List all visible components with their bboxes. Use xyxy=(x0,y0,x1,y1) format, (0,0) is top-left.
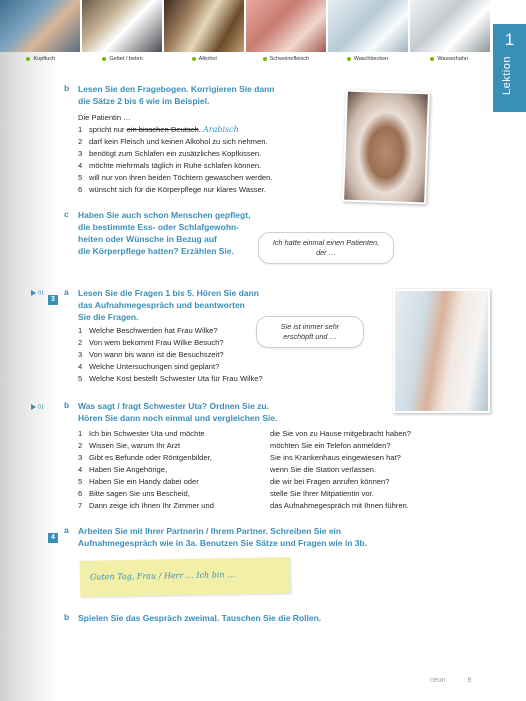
list-item: 3 benötigt zum Schlafen ein zusätzliches Kopfkissen. xyxy=(78,149,262,158)
list-item: 5 Haben Sie ein Handy dabei oder xyxy=(78,477,199,486)
list-item: 2 darf kein Fleisch und keinen Alkohol zu sich nehmen. xyxy=(78,137,268,146)
photo-washbasin xyxy=(328,0,408,52)
list-item: 1 Welche Beschwerden hat Frau Wilke? xyxy=(78,326,218,335)
page-gutter-shadow xyxy=(0,0,58,701)
list-item: möchten Sie ein Telefon anmelden? xyxy=(270,441,391,450)
exercise-badge: 4 xyxy=(48,526,58,544)
handwritten-correction: Arabisch xyxy=(203,125,239,134)
list-item: 4 Haben Sie Angehörige, xyxy=(78,465,168,474)
list-item: 2 Wissen Sie, warum Ihr Arzt xyxy=(78,441,181,450)
caption-item: Schweinefleisch xyxy=(245,53,327,65)
caption-item: Wasserhahn xyxy=(408,53,490,65)
list-item: 2 Von wem bekommt Frau Wilke Besuch? xyxy=(78,338,224,347)
list-item: 5 will nur von ihren beiden Töchtern gewaschen werden. xyxy=(78,173,273,182)
list-item: 3 Gibt es Befunde oder Röntgenbilder, xyxy=(78,453,212,462)
ex3a-list xyxy=(78,325,328,385)
ex4b-label: b xyxy=(64,612,70,622)
photo-nurse-patient xyxy=(393,289,490,413)
ex1b-item-1: 1 spricht nur ein bisschen Deutsch. Arabisch xyxy=(78,125,239,134)
list-item: 4 Welche Untersuchungen sind geplant? xyxy=(78,362,220,371)
ex3b-instruction: Was sagt / fragt Schwester Uta? Ordnen Sie zu. Hören Sie dann noch einmal und vergleichen Sie. xyxy=(78,401,278,423)
page-number: 9 xyxy=(467,677,472,684)
ex1b-list xyxy=(78,136,338,196)
photo-strip xyxy=(0,0,490,52)
list-item: das Aufnahmegespräch mit Ihnen führen. xyxy=(270,501,409,510)
list-item: die Sie von zu Hause mitgebracht haben? xyxy=(270,429,411,438)
list-item: 1 Ich bin Schwester Uta und möchte xyxy=(78,429,205,438)
ex3a-instruction: Lesen Sie die Fragen 1 bis 5. Hören Sie dann das Aufnahmegespräch und beantworten Sie die Fragen. xyxy=(78,288,259,322)
ex1c-instruction: Haben Sie auch schon Menschen gepflegt, die bestimmte Ess- oder Schlafgewohn- heiten oder Wünsche in Bezug auf die Körperpflege hatten? Erzählen Sie. xyxy=(78,210,251,256)
ex1b-label: b xyxy=(64,83,70,93)
ex3b-left-column xyxy=(78,428,268,512)
ex4b-instruction: Spielen Sie das Gespräch zweimal. Tauschen Sie die Rollen. xyxy=(78,613,322,623)
list-item: Sie ins Krankenhaus eingewiesen hat? xyxy=(270,453,401,462)
list-item: 6 wünscht sich für die Körperpflege nur klares Wasser. xyxy=(78,185,266,194)
photo-alcohol xyxy=(164,0,244,52)
ex3b-right-column xyxy=(270,428,470,512)
lektion-number: 1 xyxy=(504,30,515,49)
audio-track: 01 xyxy=(31,404,44,410)
note-text: Guten Tag, Frau / Herr … Ich bin … xyxy=(89,570,236,582)
list-item: stelle Sie Ihrer Mitpatientin vor. xyxy=(270,489,374,498)
speech-bubble: Sie ist immer sehr erschöpft und … xyxy=(256,316,364,348)
list-item: wenn Sie die Station verlassen. xyxy=(270,465,376,474)
list-item: 5 Welche Kost bestellt Schwester Uta für Frau Wilke? xyxy=(78,374,263,383)
ex3a-label: a xyxy=(64,287,69,297)
caption-item: Waschbecken xyxy=(327,53,409,65)
ex1c-label: c xyxy=(64,209,69,219)
caption-item: Alkohol xyxy=(163,53,245,65)
photo-prayer xyxy=(82,0,162,52)
photo-tap xyxy=(410,0,490,52)
photo-pork xyxy=(246,0,326,52)
list-item: 4 möchte mehrmals täglich in Ruhe schlafen können. xyxy=(78,161,262,170)
sticky-note xyxy=(80,557,291,597)
page-word: neun xyxy=(430,677,446,684)
speech-bubble: Ich hatte einmal einen Patienten, der … xyxy=(258,232,394,264)
lektion-tab xyxy=(493,24,526,112)
caption-item: Gebet / beten xyxy=(82,53,164,65)
list-item: 3 Von wann bis wann ist die Besuchszeit? xyxy=(78,350,224,359)
ex3b-label: b xyxy=(64,400,70,410)
ex1b-intro: Die Patientin … xyxy=(78,113,131,122)
lektion-label: Lektion xyxy=(501,56,513,95)
list-item: 7 Dann zeige ich Ihnen Ihr Zimmer und xyxy=(78,501,214,510)
exercise-badge: 3 xyxy=(48,288,58,306)
list-item: die wir bei Fragen anrufen können? xyxy=(270,477,390,486)
audio-track: 01 xyxy=(31,290,44,296)
photo-patient-headscarf xyxy=(342,90,430,205)
photo-headscarf xyxy=(0,0,80,52)
page-footer xyxy=(430,677,471,684)
caption-item: Kopftuch xyxy=(0,53,82,65)
ex4a-instruction: Arbeiten Sie mit Ihrer Partnerin / Ihrem Partner. Schreiben Sie ein Aufnahmegespräch wie in 3a. Benutzen Sie Sätze und Fragen wie in 3b. xyxy=(78,526,368,548)
photo-captions xyxy=(0,53,490,65)
ex4a-label: a xyxy=(64,525,69,535)
ex1b-instruction: Lesen Sie den Fragebogen. Korrigieren Sie dann die Sätze 2 bis 6 wie im Beispiel. xyxy=(78,84,275,106)
list-item: 6 Bitte sagen Sie uns Bescheid, xyxy=(78,489,190,498)
